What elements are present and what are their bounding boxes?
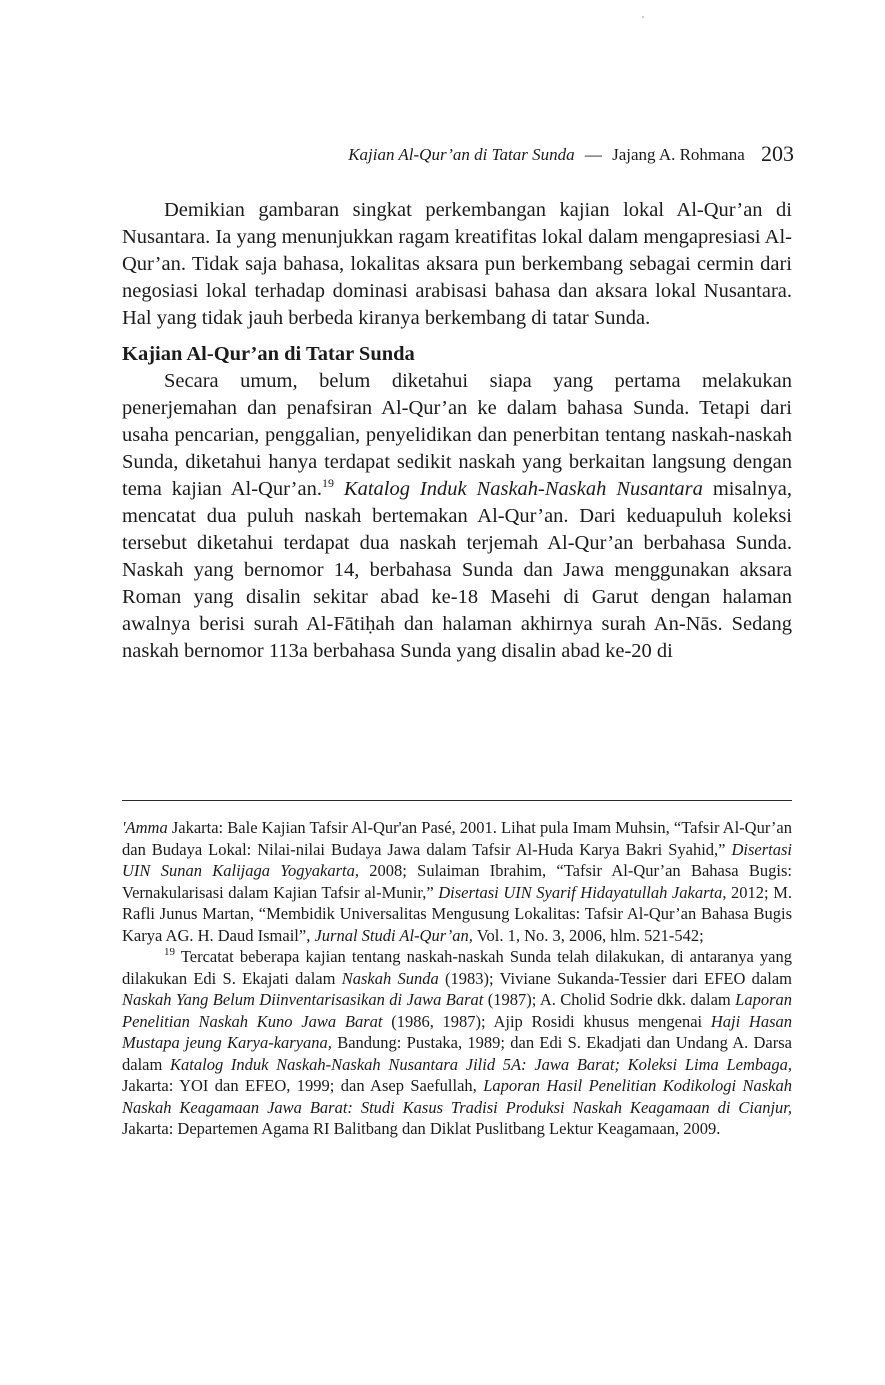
footnote-18-italic-segment: Jurnal Studi Al-Qur’an, (314, 925, 473, 945)
footnote-18-text-segment: , 2008; Sulaiman Ibrahim, “Tafsir Al-Qur’an Bahasa Bugis: Vernakularisasi dalam Kajian Tafsir al-Munir,” (122, 861, 792, 902)
footnote-18-text-segment: , 2012; M. Rafli Junus Martan, “Membidik Universalitas Mengusung Lokalitas: Tafsir Al-Qur’an Bahasa Bugis Karya AG. H. Daud Ismail”, (122, 882, 792, 945)
footnote-19-text-segment: (1987); A. Cholid Sodrie dkk. dalam (483, 990, 736, 1009)
footnote-18-italic-segment: 'Amma (122, 818, 168, 837)
paragraph-2-text-a: Secara umum, belum diketahui siapa yang pertama melakukan penerjemahan dan penafsiran Al-Qur’an ke dalam bahasa Sunda. Tetapi dari usaha pencarian, penggalian, penyelidikan dan penerbitan tentang naskah-naskah Sunda, diketahui hanya terdapat sedikit naskah yang berkaitan langsung dengan tema kajian Al-Qur’an. (122, 370, 792, 500)
footnote-18-italic-segment: Disertasi UIN Sunan Kalijaga Yogyakarta (122, 839, 792, 880)
footnote-18-text-segment: Vol. 1, No. 3, 2006, hlm. 521-542; (472, 925, 704, 945)
footnote-19-text-segment: Bandung: Pustaka, 1989; dan Edi S. Ekadjati dan Undang A. Darsa dalam (122, 1033, 792, 1074)
main-text (122, 197, 792, 665)
section-heading: Kajian Al-Qur’an di Tatar Sunda (122, 343, 415, 365)
paragraph-2-text-b: misalnya, mencatat dua puluh naskah bertemakan Al-Qur’an. Dari keduapuluh koleksi tersebut diketahui terdapat dua naskah terjemah Al-Qur’an berbahasa Sunda. Naskah yang bernomor 14, berbahasa Sunda dan Jawa menggunakan aksara Roman yang disalin sekitar abad ke-18 Masehi di Garut dengan halaman awalnya berisi surah Al-Fātiḥah dan halaman akhirnya surah An-Nās. Sedang naskah bernomor 113a berbahasa Sunda yang disalin abad ke-20 di (122, 478, 792, 662)
footnote-19-italic-segment: Naskah Sunda (341, 968, 439, 988)
footnote-19 (122, 946, 792, 1140)
footnote-19-text-segment: (1983); Viviane Sukanda-Tessier dari EFEO dalam (438, 968, 792, 988)
body-paragraph-1: Demikian gambaran singkat perkembangan kajian lokal Al-Qur’an di Nusantara. Ia yang menunjukkan ragam kreatifitas lokal dalam mengapresiasi Al-Qur’an. Tidak saja bahasa, lokalitas aksara pun berkembang sebagai cermin dari negosiasi lokal terhadap dominasi arabisasi bahasa dan aksara lokal Nusantara. Hal yang tidak jauh berbeda kiranya berkembang di tatar Sunda. (122, 199, 792, 329)
footnote-19-text-segment: Tercatat beberapa kajian tentang naskah-naskah Sunda telah dilakukan, di antaranya yang dilakukan Edi S. Ekajati dalam (122, 947, 792, 988)
body-paragraph-2 (122, 368, 792, 665)
footnote-19-text-segment: Jakarta: YOI dan EFEO, 1999; dan Asep Saefullah, (122, 1076, 484, 1095)
footnote-19-italic-segment: Katalog Induk Naskah-Naskah Nusantara Jilid 5A: Jawa Barat; Koleksi Lima Lembaga, (170, 1054, 792, 1074)
footnote-19-italic-segment: Haji Hasan Mustapa jeung Karya-karyana, (122, 1011, 793, 1052)
footnote-19-mark: 19 (164, 946, 175, 958)
running-header (122, 140, 794, 169)
running-header-separator: — (584, 145, 602, 164)
footnote-19-italic-segment: Naskah Yang Belum Diinventarisasikan di Jawa Barat (122, 990, 484, 1009)
footnote-reference-19: 19 (321, 476, 334, 490)
footnote-18-italic-segment: Disertasi UIN Syarif Hidayatullah Jakarta (438, 882, 723, 902)
catalog-title-italic: Katalog Induk Naskah-Naskah Nusantara (343, 478, 703, 500)
footnote-separator-rule (122, 800, 792, 801)
footnote-19-text-segment: Jakarta: Departemen Agama RI Balitbang dan Diklat Puslitbang Lektur Keagamaan, 2009. (122, 1119, 721, 1138)
footnote-18-continued (122, 817, 792, 946)
footnote-19-italic-segment: Laporan Penelitian Naskah Kuno Jawa Barat (122, 990, 792, 1031)
running-header-author: Jajang A. Rohmana (612, 145, 745, 164)
page-number: 203 (761, 141, 794, 166)
footnote-18-text-segment: Jakarta: Bale Kajian Tafsir Al-Qur'an Pasé, 2001. Lihat pula Imam Muhsin, “Tafsir Al-Qur’an dan Budaya Lokal: Nilai-nilai Budaya Jawa dalam Tafsir Al-Huda Karya Bakri Syahid,” (122, 818, 792, 859)
footnotes (122, 817, 792, 1140)
footnote-19-text-segment: (1986, 1987); Ajip Rosidi khusus mengenai (382, 1011, 711, 1031)
footnote-19-italic-segment: Laporan Hasil Penelitian Kodikologi Naskah Naskah Keagamaan Jawa Barat: Studi Kasus Tradisi Produksi Naskah Keagamaan di Cianjur, (122, 1076, 792, 1117)
scan-speck (642, 16, 644, 18)
running-header-title: Kajian Al-Qur’an di Tatar Sunda (348, 145, 575, 164)
